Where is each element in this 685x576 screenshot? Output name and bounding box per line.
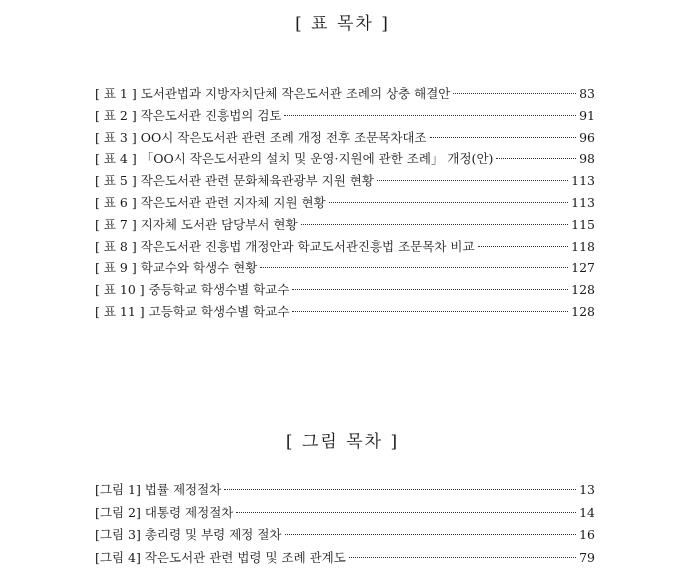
figure-toc-entry-label: [그림 1] bbox=[95, 482, 141, 497]
table-toc-entry-title[interactable]: 고등학교 학생수별 학교수 bbox=[148, 303, 290, 319]
dot-leader bbox=[260, 267, 568, 268]
table-toc-entry-label: [ 표 5 ] bbox=[95, 173, 137, 189]
dot-leader bbox=[236, 512, 576, 513]
table-toc-entry-title[interactable]: 작은도서관 진흥법의 검토 bbox=[140, 107, 282, 123]
dot-leader bbox=[285, 534, 577, 535]
dot-leader bbox=[496, 158, 576, 159]
table-toc-entry[interactable] bbox=[95, 106, 595, 128]
table-toc-entry-title[interactable]: 작은도서관 관련 문화체육관광부 지원 현황 bbox=[140, 173, 374, 189]
table-toc-entry[interactable] bbox=[95, 84, 595, 106]
table-toc-entry-page-number[interactable]: 118 bbox=[571, 238, 595, 254]
table-toc-entry-label: [ 표 7 ] bbox=[95, 216, 137, 232]
table-toc-entry-page-number[interactable]: 91 bbox=[579, 107, 595, 123]
table-toc-entry-page-number[interactable]: 83 bbox=[579, 86, 595, 101]
dot-leader bbox=[329, 202, 568, 203]
table-toc-entry-title[interactable]: 도서관법과 지방자치단체 작은도서관 조례의 상충 해결안 bbox=[140, 86, 451, 101]
table-toc-entry-page-number[interactable]: 128 bbox=[571, 282, 595, 298]
table-toc-entry-label: [ 표 3 ] bbox=[95, 129, 137, 145]
table-toc-entry[interactable] bbox=[95, 258, 595, 280]
figure-toc-entry[interactable] bbox=[95, 525, 595, 548]
table-toc-entry[interactable] bbox=[95, 128, 595, 150]
figure-toc-entry-label: [그림 4] bbox=[95, 549, 141, 565]
table-toc-heading: [ 표 목차 ] bbox=[295, 14, 390, 34]
dot-leader bbox=[284, 115, 576, 116]
dot-leader bbox=[301, 224, 569, 225]
table-toc-entry-label: [ 표 10 ] bbox=[95, 282, 145, 298]
figure-toc-entry-title[interactable]: 법률 제정절차 bbox=[144, 482, 222, 497]
figure-toc-entry[interactable] bbox=[95, 480, 595, 503]
figure-toc-entry-page-number[interactable]: 16 bbox=[579, 527, 595, 542]
table-toc-entry-page-number[interactable]: 128 bbox=[571, 303, 595, 319]
table-toc-entry-label: [ 표 6 ] bbox=[95, 194, 137, 210]
dot-leader bbox=[224, 489, 576, 490]
table-toc-entry-label: [ 표 2 ] bbox=[95, 107, 137, 123]
figure-toc-entry-label: [그림 2] bbox=[95, 504, 141, 520]
table-toc-entry-label: [ 표 4 ] bbox=[95, 151, 137, 167]
dot-leader bbox=[349, 557, 576, 558]
table-toc-entry-label: [ 표 1 ] bbox=[95, 86, 137, 101]
table-toc-entry[interactable] bbox=[95, 149, 595, 171]
dot-leader bbox=[377, 180, 568, 181]
dot-leader bbox=[292, 311, 568, 312]
figure-toc-entry-title[interactable]: 총리령 및 부령 제정 절차 bbox=[144, 527, 282, 542]
figure-toc-entry-title[interactable]: 대통령 제정절차 bbox=[144, 504, 234, 520]
table-toc-entry-page-number[interactable]: 127 bbox=[571, 260, 595, 276]
table-toc-entry[interactable] bbox=[95, 215, 595, 237]
figure-toc-entry-page-number[interactable]: 13 bbox=[579, 482, 595, 497]
figure-toc-entry-page-number[interactable]: 79 bbox=[579, 549, 595, 565]
table-toc-entry-page-number[interactable]: 96 bbox=[579, 129, 595, 145]
dot-leader bbox=[453, 93, 576, 94]
table-toc-entry-page-number[interactable]: 98 bbox=[579, 151, 595, 167]
figure-toc-entry-title[interactable]: 작은도서관 관련 법령 및 조례 관계도 bbox=[144, 549, 346, 565]
figure-toc-entry[interactable] bbox=[95, 503, 595, 526]
table-toc-entry-title[interactable]: 지자체 도서관 담당부서 현황 bbox=[140, 216, 298, 232]
table-toc-entry-title[interactable]: 중등학교 학생수별 학교수 bbox=[148, 282, 290, 298]
table-toc-entry[interactable] bbox=[95, 193, 595, 215]
table-toc-entry-label: [ 표 8 ] bbox=[95, 238, 137, 254]
figure-toc-entry-label: [그림 3] bbox=[95, 527, 141, 542]
table-toc-entry-title[interactable]: 학교수와 학생수 현황 bbox=[140, 260, 258, 276]
table-toc-list bbox=[95, 84, 595, 324]
dot-leader bbox=[292, 289, 568, 290]
table-toc-entry-title[interactable]: 작은도서관 관련 지자체 지원 현황 bbox=[140, 194, 326, 210]
table-toc-entry-page-number[interactable]: 113 bbox=[571, 173, 595, 189]
table-toc-entry-title[interactable]: 「OO시 작은도서관의 설치 및 운영·지원에 관한 조례」 개정(안) bbox=[140, 151, 494, 167]
table-toc-entry[interactable] bbox=[95, 302, 595, 324]
table-toc-entry-title[interactable]: OO시 작은도서관 관련 조례 개정 전후 조문목차대조 bbox=[140, 129, 427, 145]
table-toc-entry-title[interactable]: 작은도서관 진흥법 개정안과 학교도서관진흥법 조문목차 비교 bbox=[140, 238, 475, 254]
dot-leader bbox=[430, 137, 577, 138]
figure-toc-entry-page-number[interactable]: 14 bbox=[579, 504, 595, 520]
table-toc-entry-page-number[interactable]: 115 bbox=[571, 216, 595, 232]
table-toc-entry[interactable] bbox=[95, 171, 595, 193]
figure-toc-entry[interactable] bbox=[95, 548, 595, 571]
table-toc-entry[interactable] bbox=[95, 280, 595, 302]
table-toc-entry-label: [ 표 11 ] bbox=[95, 303, 145, 319]
figure-toc-list bbox=[95, 480, 595, 570]
figure-toc-heading: [ 그림 목차 ] bbox=[285, 432, 400, 452]
table-toc-entry[interactable] bbox=[95, 237, 595, 259]
dot-leader bbox=[478, 246, 569, 247]
table-toc-entry-label: [ 표 9 ] bbox=[95, 260, 137, 276]
table-toc-entry-page-number[interactable]: 113 bbox=[571, 194, 595, 210]
